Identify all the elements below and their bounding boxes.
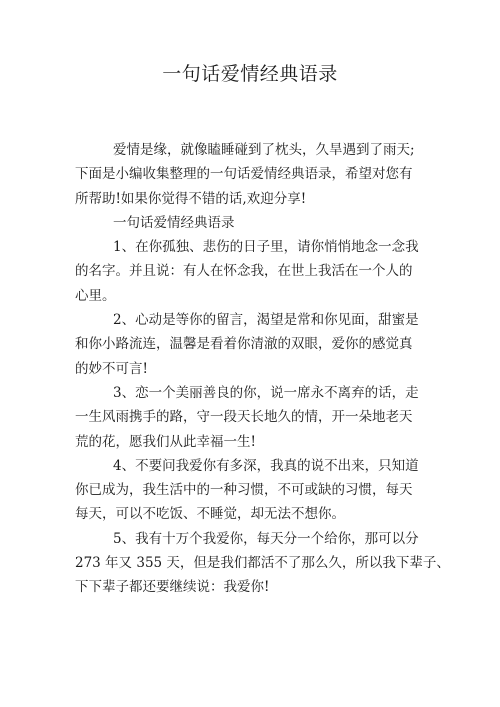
body-line: 273 年又 355 天，但是我们都活不了那么久，所以我下辈子、 bbox=[75, 555, 450, 572]
body-line: 2、心动是等你的留言，渴望是常和你见面，甜蜜是 bbox=[113, 312, 419, 329]
body-line: 爱情是缘，就像瞌睡碰到了枕头，久旱遇到了雨天; bbox=[113, 142, 415, 158]
body-line: 1、在你孤独、悲伤的日子里，请你悄悄地念一念我 bbox=[113, 239, 419, 256]
body-line: 5、我有十万个我爱你，每天分一个给你，那可以分 bbox=[113, 530, 419, 547]
document-title: 一句话爱情经典语录 bbox=[162, 63, 338, 85]
body-line: 下下辈子都还要继续说：我爱你! bbox=[75, 579, 270, 596]
body-line: 的名字。并且说：有人在怀念我，在世上我活在一个人的 bbox=[75, 263, 413, 280]
body-line: 每天，可以不吃饭、不睡觉，却无法不想你。 bbox=[75, 506, 345, 523]
body-line: 你已成为，我生活中的一种习惯，不可或缺的习惯，每天 bbox=[75, 482, 413, 499]
body-line: 一句话爱情经典语录 bbox=[113, 214, 235, 231]
body-line: 的妙不可言! bbox=[75, 360, 148, 377]
body-line: 3、恋一个美丽善良的你，说一席永不离弃的话，走 bbox=[113, 384, 419, 401]
body-line: 和你小路流连，温馨是看着你清澈的双眼，爱你的感觉真 bbox=[75, 336, 413, 353]
body-line: 所帮助!如果你觉得不错的话,欢迎分享! bbox=[75, 190, 307, 207]
document-body bbox=[75, 138, 450, 600]
body-line: 荒的花，愿我们从此幸福一生! bbox=[75, 433, 256, 450]
body-line: 心里。 bbox=[75, 287, 116, 304]
body-line: 下面是小编收集整理的一句话爱情经典语录，希望对您有 bbox=[75, 166, 413, 183]
body-line: 4、不要问我爱你有多深，我真的说不出来，只知道 bbox=[113, 457, 419, 474]
body-line: 一生风雨携手的路，守一段天长地久的情，开一朵地老天 bbox=[75, 409, 413, 426]
